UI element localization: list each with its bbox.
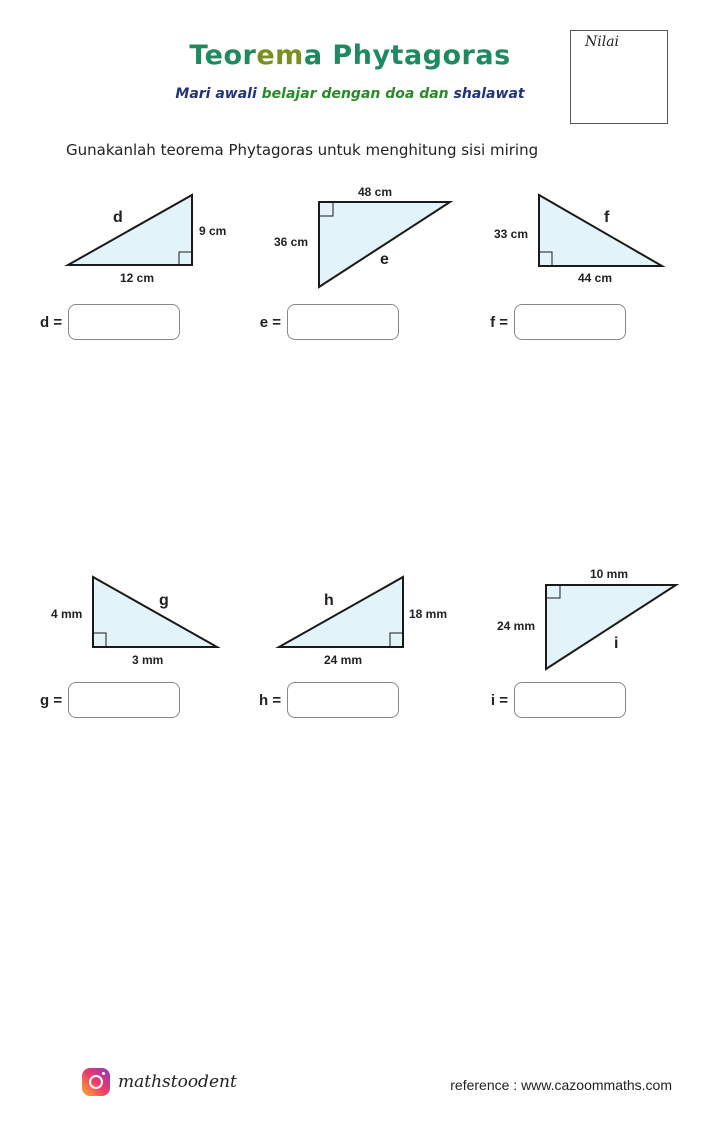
answer-row-h (259, 682, 399, 718)
answer-label: e = (259, 313, 281, 331)
page-title: Teorema Phytagoras (189, 40, 511, 71)
triangle-i-side-a: 24 mm (497, 619, 536, 633)
triangle-h (279, 577, 447, 667)
triangle-i (497, 567, 676, 669)
triangle-d-side-b: 12 cm (120, 271, 155, 285)
answer-label: f = (490, 313, 508, 331)
reference-text: reference : www.cazoommaths.com (450, 1077, 672, 1093)
answer-row-i (486, 682, 626, 718)
footer-social (82, 1068, 237, 1096)
instagram-icon (82, 1068, 110, 1096)
answer-input-g[interactable] (68, 682, 180, 718)
score-label: Nilai (585, 34, 620, 50)
triangle-g-shape (93, 577, 217, 647)
answer-input-h[interactable] (287, 682, 399, 718)
answer-label: h = (259, 691, 282, 709)
answer-input-i[interactable] (514, 682, 626, 718)
triangle-g-side-b: 3 mm (132, 653, 164, 667)
triangle-e-shape (319, 202, 450, 287)
answer-input-f[interactable] (514, 304, 626, 340)
triangle-d-var: d (113, 209, 123, 226)
instruction-text: Gunakanlah teorema Phytagoras untuk menghitung sisi miring (66, 141, 539, 159)
triangle-g-side-a: 4 mm (51, 607, 83, 621)
triangle-h-side-a: 18 mm (409, 607, 448, 621)
triangle-i-shape (546, 585, 676, 669)
triangle-d-side-a: 9 cm (199, 224, 227, 238)
answer-row-d (40, 304, 180, 340)
answer-label: d = (40, 313, 63, 331)
triangle-g (51, 577, 217, 667)
triangle-e-var: e (380, 251, 389, 268)
triangle-f-var: f (604, 209, 610, 226)
triangle-h-side-b: 24 mm (324, 653, 363, 667)
triangle-f-shape (539, 195, 662, 266)
triangle-i-side-b: 10 mm (590, 567, 629, 581)
triangle-f-side-a: 33 cm (494, 227, 529, 241)
triangle-e-side-b: 48 cm (358, 185, 393, 199)
answer-label: g = (40, 691, 63, 709)
answer-input-d[interactable] (68, 304, 180, 340)
triangle-i-var: i (614, 635, 619, 652)
answer-label: i = (490, 691, 508, 709)
triangle-d-shape (68, 195, 192, 265)
answer-row-e (259, 304, 399, 340)
page-subtitle: Mari awali belajar dengan doa dan shalawat (175, 86, 525, 102)
triangle-d (68, 195, 226, 285)
triangle-e-side-a: 36 cm (274, 235, 309, 249)
triangle-h-var: h (324, 592, 334, 609)
triangle-e (274, 185, 450, 287)
triangle-f-side-b: 44 cm (578, 271, 613, 285)
triangle-g-var: g (159, 592, 169, 609)
triangle-h-shape (279, 577, 403, 647)
answer-row-g (40, 682, 180, 718)
answer-input-e[interactable] (287, 304, 399, 340)
answer-row-f (486, 304, 626, 340)
social-handle: mathstoodent (118, 1072, 237, 1092)
triangle-f (494, 195, 662, 285)
